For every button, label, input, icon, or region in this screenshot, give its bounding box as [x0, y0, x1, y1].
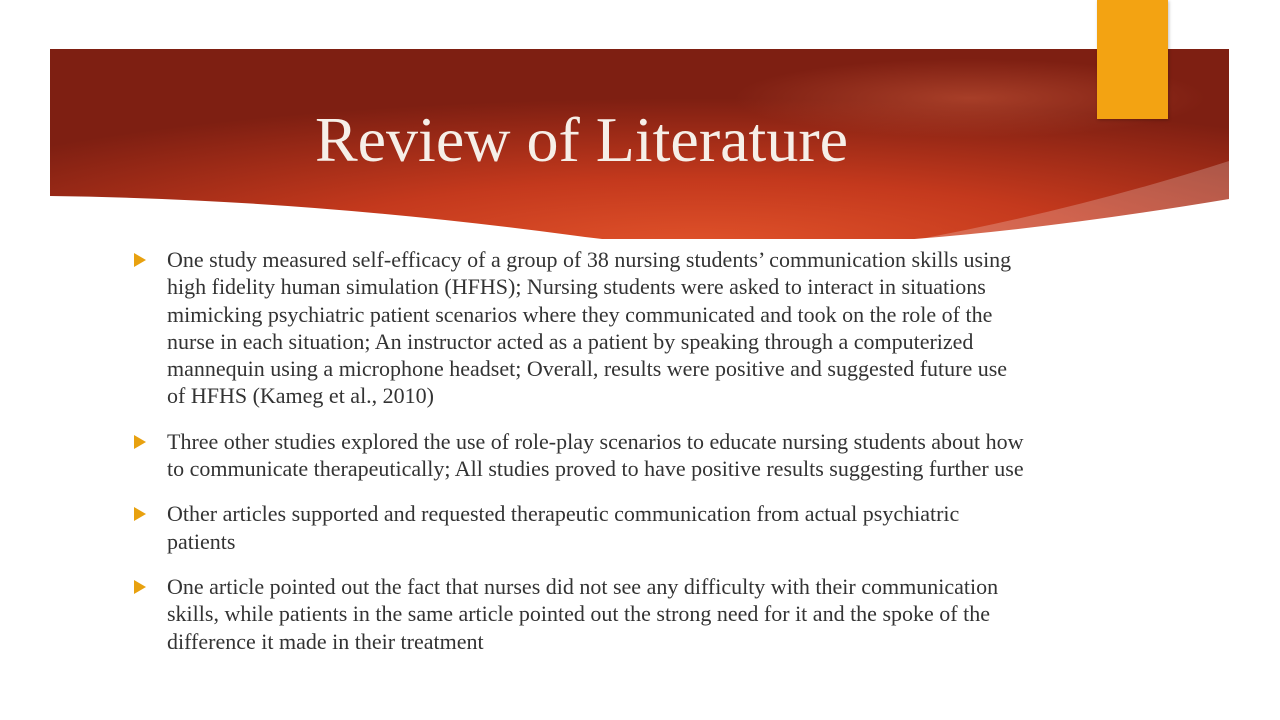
triangle-bullet-icon [134, 435, 146, 449]
triangle-bullet-icon [134, 253, 146, 267]
triangle-bullet-icon [134, 507, 146, 521]
bullet-list [130, 246, 1030, 673]
list-item [130, 573, 1030, 655]
list-item [130, 428, 1030, 483]
bullet-text: Three other studies explored the use of role-play scenarios to educate nursing students about how to communicate therapeutically; All studies proved to have positive results suggesting further use [167, 428, 1024, 482]
list-item [130, 246, 1030, 410]
slide-title: Review of Literature [314, 104, 849, 175]
bullet-text: Other articles supported and requested therapeutic communication from actual psychiatric patients [167, 501, 960, 554]
bullet-text: One study measured self-efficacy of a group of 38 nursing students’ communication skills using high fidelity human simulation (HFHS); Nursing students were asked to interact in situations mimicking psychiatric patient scenarios where they communicated and took on the role of the nurse in each situation; An instructor acted as a patient by speaking through a computerized mannequin using a microphone headset; Overall, results were positive and suggested future use of HFHS (Kameg et al., 2010) [167, 247, 1012, 409]
list-item [130, 500, 1030, 555]
triangle-bullet-icon [134, 580, 146, 594]
bullet-text: One article pointed out the fact that nurses did not see any difficulty with their communication skills, while patients in the same article pointed out the strong need for it and the spoke of the difference it made in their treatment [167, 573, 999, 654]
